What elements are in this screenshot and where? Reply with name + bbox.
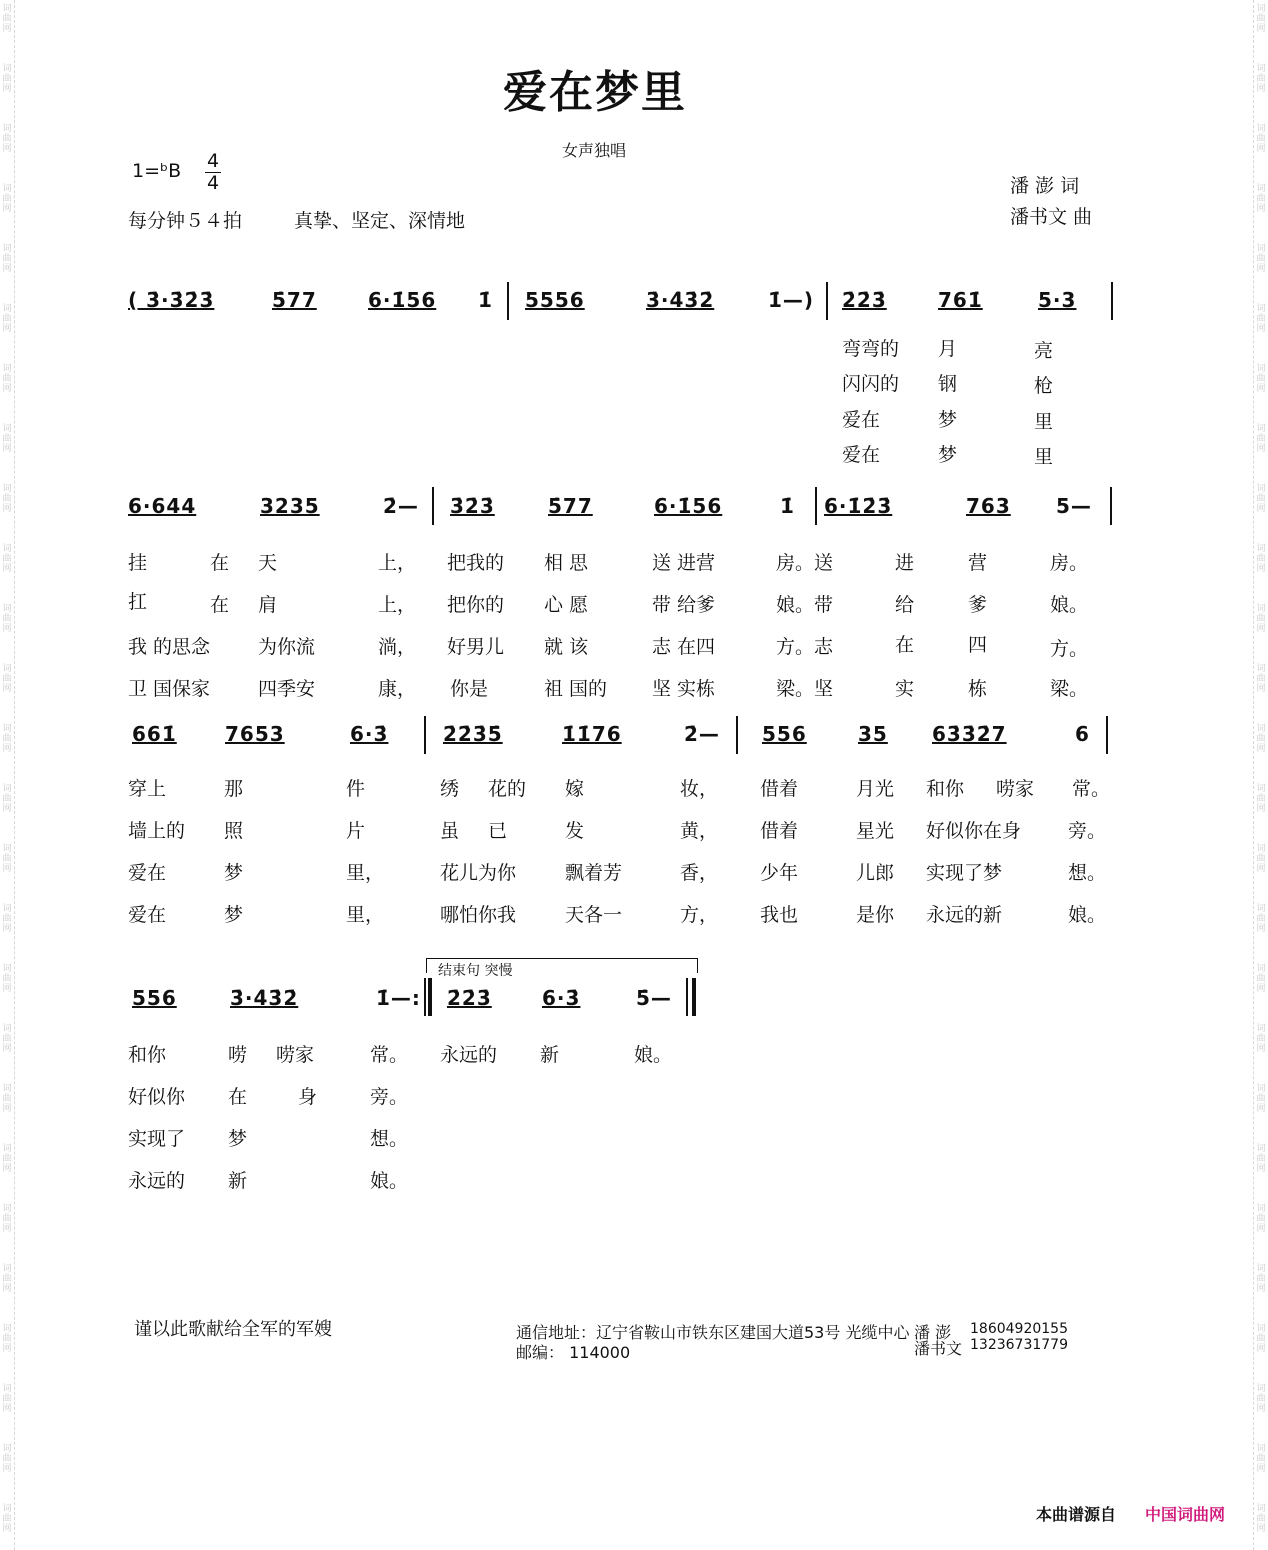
lyric-syllable: 旁。	[370, 1086, 409, 1108]
lyric-syllable: 相 思	[544, 552, 589, 574]
watermark-glyphs: 词 曲 网	[1256, 1504, 1266, 1534]
note-group: 1̇	[780, 494, 795, 518]
source-prefix: 本曲谱源自	[1036, 1505, 1117, 1524]
lyric-syllable: 营	[968, 552, 988, 574]
lyric-syllable: 淌，	[378, 636, 417, 658]
note-group: 6·1̇56	[654, 494, 723, 518]
lyric-syllable: 坚 实栋	[652, 678, 716, 700]
note-group: 1̇—)	[768, 288, 815, 312]
lyric-syllable: 房。	[1050, 552, 1089, 574]
lyric-syllable: 那	[224, 778, 244, 800]
lyric-syllable: 身	[298, 1086, 318, 1108]
note-group: 6·3̇	[350, 722, 389, 746]
lyric-syllable: 在	[895, 634, 915, 656]
watermark-glyphs: 词 曲 网	[2, 784, 12, 814]
lyric-syllable: 里，	[346, 862, 385, 884]
lyric-syllable: 想。	[1068, 862, 1107, 884]
source-site-link[interactable]: 中国词曲网	[1145, 1505, 1226, 1524]
note-group: 763	[966, 494, 1011, 518]
note-group: ( 3̇·3̇2̇3̇	[128, 288, 215, 312]
watermark-glyphs: 词 曲 网	[2, 904, 12, 934]
bar-line	[428, 978, 432, 1016]
lyric-syllable: 把我的	[447, 552, 505, 574]
lyric-syllable: 嫁	[565, 778, 585, 800]
contact-name-1: 潘 澎	[914, 1323, 952, 1342]
lyric-syllable: 唠家	[276, 1044, 315, 1066]
lyric-syllable: 卫 国保家	[128, 678, 211, 700]
watermark-glyphs: 词 曲 网	[2, 304, 12, 334]
contact-phone-2: 13236731779	[970, 1337, 1068, 1353]
ending-label: 结束句 突慢	[438, 963, 513, 979]
note-group: 2̇2̇3̇	[842, 288, 887, 312]
watermark-glyphs: 词 曲 网	[2, 484, 12, 514]
watermark-glyphs: 词 曲 网	[1256, 1144, 1266, 1174]
lyric-syllable: 四季安	[258, 678, 316, 700]
watermark-glyphs: 词 曲 网	[1256, 364, 1266, 394]
note-group: 6·1̇2̇3̇	[824, 494, 893, 518]
watermark-glyphs: 词 曲 网	[2, 184, 12, 214]
watermark-glyphs: 词 曲 网	[2, 1024, 12, 1054]
contact-phone-1: 18604920155	[970, 1321, 1068, 1337]
lyricist-credit: 潘 澎 词	[1010, 175, 1080, 197]
composer-credit: 潘书文 曲	[1010, 206, 1093, 228]
note-group: 6	[1075, 722, 1090, 746]
note-group: 3̇·4̇3̇2̇	[230, 986, 299, 1010]
lyric-syllable: 和你	[128, 1044, 167, 1066]
lyric-syllable: 爱在	[128, 862, 167, 884]
lyric-syllable: 里	[1034, 411, 1054, 433]
lyric-syllable: 实现了	[128, 1128, 186, 1150]
lyric-syllable: 已	[488, 820, 508, 842]
note-group: 761̇	[938, 288, 983, 312]
lyric-syllable: 梦	[938, 409, 958, 431]
lyric-syllable: 进	[895, 552, 915, 574]
watermark-glyphs: 词 曲 网	[2, 844, 12, 874]
lyric-syllable: 带 给爹	[652, 594, 716, 616]
lyric-syllable: 梦	[228, 1128, 248, 1150]
watermark-glyphs: 词 曲 网	[1256, 1324, 1266, 1354]
lyric-syllable: 梦	[938, 444, 958, 466]
lyric-syllable: 新	[228, 1170, 248, 1192]
watermark-glyphs: 词 曲 网	[2, 244, 12, 274]
lyric-syllable: 我 的思念	[128, 636, 211, 658]
bar-line	[1106, 716, 1108, 754]
watermark-glyphs: 词 曲 网	[2, 1384, 12, 1414]
dedication-note: 谨以此歌献给全军的军嫂	[134, 1319, 332, 1340]
lyric-syllable: 房。送	[776, 552, 834, 574]
lyric-syllable: 爹	[968, 594, 988, 616]
bar-line	[826, 282, 828, 320]
lyric-syllable: 天	[258, 552, 278, 574]
watermark-glyphs: 词 曲 网	[2, 1444, 12, 1474]
lyric-syllable: 在	[210, 594, 230, 616]
key-signature: 1=ᵇB	[132, 160, 182, 182]
note-group: 2̇2̇3̇5̇	[443, 722, 503, 746]
watermark-glyphs: 词 曲 网	[2, 64, 12, 94]
lyric-syllable: 新	[540, 1044, 560, 1066]
watermark-glyphs: 词 曲 网	[1256, 304, 1266, 334]
lyric-syllable: 花的	[488, 778, 527, 800]
lyric-syllable: 好似你在身	[926, 820, 1022, 842]
note-group: 1̇1̇76	[562, 722, 622, 746]
lyric-syllable: 花儿为你	[440, 862, 517, 884]
lyric-syllable: 少年	[760, 862, 799, 884]
note-group: 7653	[225, 722, 285, 746]
watermark-glyphs: 词 曲 网	[1256, 604, 1266, 634]
lyric-syllable: 儿郎	[856, 862, 895, 884]
lyric-syllable: 借着	[760, 820, 799, 842]
lyric-syllable: 爱在	[842, 444, 881, 466]
lyric-syllable: 里，	[346, 904, 385, 926]
lyric-syllable: 飘着芳	[565, 862, 623, 884]
bar-line	[507, 282, 509, 320]
note-group: 5556	[525, 288, 585, 312]
lyric-syllable: 爱在	[842, 409, 881, 431]
lyric-syllable: 我也	[760, 904, 799, 926]
watermark-glyphs: 词 曲 网	[1256, 844, 1266, 874]
watermark-glyphs: 词 曲 网	[1256, 244, 1266, 274]
watermark-glyphs: 词 曲 网	[2, 724, 12, 754]
lyric-syllable: 是你	[856, 904, 895, 926]
lyric-syllable: 梦	[224, 862, 244, 884]
lyric-syllable: 绣	[440, 778, 460, 800]
lyric-syllable: 星光	[856, 820, 895, 842]
lyric-syllable: 为你流	[258, 636, 316, 658]
watermark-glyphs: 词 曲 网	[2, 1084, 12, 1114]
bar-line	[1110, 487, 1112, 525]
lyric-syllable: 扛	[128, 591, 148, 613]
note-group: 6·1̇56	[368, 288, 437, 312]
note-group: 1̇	[478, 288, 493, 312]
watermark-glyphs: 词 曲 网	[1256, 1204, 1266, 1234]
note-group: 5̇77	[548, 494, 593, 518]
lyric-syllable: 墙上的	[128, 820, 186, 842]
lyric-syllable: 在	[228, 1086, 248, 1108]
note-group: 556	[132, 986, 177, 1010]
lyric-syllable: 亮	[1034, 340, 1054, 362]
lyric-syllable: 心 愿	[544, 594, 589, 616]
watermark-glyphs: 词 曲 网	[2, 364, 12, 394]
time-signature-top: 4	[206, 150, 220, 172]
left-watermark-strip	[0, 0, 15, 1550]
lyric-syllable: 娘。带	[776, 594, 834, 616]
lyric-syllable: 娘。	[1050, 594, 1089, 616]
lyric-syllable: 借着	[760, 778, 799, 800]
lyric-syllable: 爱在	[128, 904, 167, 926]
watermark-glyphs: 词 曲 网	[1256, 544, 1266, 574]
watermark-glyphs: 词 曲 网	[2, 1324, 12, 1354]
note-group: 5̇—	[636, 986, 672, 1010]
note-group: 5̇77	[272, 288, 317, 312]
lyric-syllable: 方。	[1050, 638, 1089, 660]
watermark-glyphs: 词 曲 网	[1256, 784, 1266, 814]
lyric-syllable: 祖 国的	[544, 678, 608, 700]
note-group: 5·3	[1038, 288, 1077, 312]
watermark-glyphs: 词 曲 网	[2, 424, 12, 454]
bar-line	[692, 978, 696, 1016]
lyric-syllable: 香，	[680, 862, 719, 884]
lyric-syllable: 想。	[370, 1128, 409, 1150]
lyric-syllable: 弯弯的	[842, 338, 900, 360]
watermark-glyphs: 词 曲 网	[2, 964, 12, 994]
lyric-syllable: 妆，	[680, 778, 719, 800]
lyric-syllable: 娘。	[370, 1170, 409, 1192]
lyric-syllable: 唠家	[996, 778, 1035, 800]
lyric-syllable: 方，	[680, 904, 719, 926]
lyric-syllable: 闪闪的	[842, 373, 900, 395]
note-group: 6·3̇	[542, 986, 581, 1010]
lyric-syllable: 永远的	[128, 1170, 186, 1192]
lyric-syllable: 照	[224, 820, 244, 842]
bar-line	[424, 978, 426, 1016]
note-group: 661̇	[132, 722, 177, 746]
lyric-syllable: 天各一	[565, 904, 623, 926]
tempo-marking: 每分钟５４拍	[128, 210, 243, 232]
watermark-glyphs: 词 曲 网	[2, 604, 12, 634]
note-group: 63̇3̇2̇7	[932, 722, 1007, 746]
lyric-syllable: 旁。	[1068, 820, 1107, 842]
note-group: 5—	[1056, 494, 1092, 518]
bar-line	[736, 716, 738, 754]
note-group: 3̇2̇3̇	[450, 494, 495, 518]
watermark-glyphs: 词 曲 网	[2, 4, 12, 34]
watermark-glyphs: 词 曲 网	[2, 1264, 12, 1294]
watermark-glyphs: 词 曲 网	[1256, 904, 1266, 934]
lyric-syllable: 实	[895, 678, 915, 700]
lyric-syllable: 挂	[128, 552, 148, 574]
lyric-syllable: 康，	[378, 678, 417, 700]
lyric-syllable: 梁。	[1050, 678, 1089, 700]
watermark-glyphs: 词 曲 网	[1256, 964, 1266, 994]
lyric-syllable: 栋	[968, 678, 988, 700]
lyric-syllable: 好男儿	[447, 636, 505, 658]
watermark-glyphs: 词 曲 网	[2, 1204, 12, 1234]
expression-marking: 真挚、坚定、深情地	[294, 210, 466, 232]
lyric-syllable: 永远的	[440, 1044, 498, 1066]
lyric-syllable: 永远的新	[926, 904, 1003, 926]
lyric-syllable: 娘。	[634, 1044, 673, 1066]
lyric-syllable: 和你	[926, 778, 965, 800]
watermark-glyphs: 词 曲 网	[1256, 1384, 1266, 1414]
note-group: 556	[762, 722, 807, 746]
lyric-syllable: 方。志	[776, 636, 834, 658]
lyric-syllable: 钢	[938, 373, 958, 395]
watermark-glyphs: 词 曲 网	[1256, 1084, 1266, 1114]
lyric-syllable: 梦	[224, 904, 244, 926]
lyric-syllable: 穿上	[128, 778, 167, 800]
bar-line	[686, 978, 688, 1016]
lyric-syllable: 四	[968, 634, 988, 656]
note-group: 3235	[260, 494, 320, 518]
lyric-syllable: 就 该	[544, 636, 589, 658]
lyric-syllable: 梁。坚	[776, 678, 834, 700]
watermark-glyphs: 词 曲 网	[2, 664, 12, 694]
mailing-address: 通信地址：辽宁省鞍山市铁东区建国大道53号 光缆中心	[516, 1323, 910, 1342]
lyric-syllable: 送 进营	[652, 552, 716, 574]
lyric-syllable: 唠	[228, 1044, 248, 1066]
bar-line	[1111, 282, 1113, 320]
lyric-syllable: 上，	[378, 552, 417, 574]
song-title: 爱在梦里	[503, 67, 687, 118]
watermark-glyphs: 词 曲 网	[1256, 424, 1266, 454]
watermark-glyphs: 词 曲 网	[1256, 124, 1266, 154]
watermark-glyphs: 词 曲 网	[2, 1504, 12, 1534]
lyric-syllable: 好似你	[128, 1086, 186, 1108]
lyric-syllable: 上，	[378, 594, 417, 616]
lyric-syllable: 月光	[856, 778, 895, 800]
watermark-glyphs: 词 曲 网	[1256, 1264, 1266, 1294]
time-signature-bottom: 4	[206, 172, 220, 194]
watermark-glyphs: 词 曲 网	[1256, 64, 1266, 94]
watermark-glyphs: 词 曲 网	[2, 544, 12, 574]
watermark-glyphs: 词 曲 网	[1256, 4, 1266, 34]
watermark-glyphs: 词 曲 网	[2, 124, 12, 154]
watermark-glyphs: 词 曲 网	[1256, 484, 1266, 514]
lyric-syllable: 虽	[440, 820, 460, 842]
note-group: 1̇—:	[376, 986, 421, 1010]
watermark-glyphs: 词 曲 网	[1256, 1024, 1266, 1054]
postal-code: 邮编： 114000	[516, 1343, 631, 1362]
lyric-syllable: 实现了梦	[926, 862, 1003, 884]
watermark-glyphs: 词 曲 网	[1256, 1444, 1266, 1474]
lyric-syllable: 枪	[1034, 375, 1054, 397]
lyric-syllable: 志 在四	[652, 636, 716, 658]
lyric-syllable: 片	[346, 820, 366, 842]
lyric-syllable: 月	[938, 338, 958, 360]
note-group: 2̇—	[684, 722, 720, 746]
bar-line	[815, 487, 817, 525]
lyric-syllable: 件	[346, 778, 366, 800]
note-group: 3̇·4̇3̇2̇	[646, 288, 715, 312]
note-group: 2̇—	[383, 494, 419, 518]
lyric-syllable: 在	[210, 552, 230, 574]
watermark-glyphs: 词 曲 网	[1256, 664, 1266, 694]
bar-line	[432, 487, 434, 525]
lyric-syllable: 你是	[450, 678, 489, 700]
watermark-glyphs: 词 曲 网	[1256, 724, 1266, 754]
lyric-syllable: 肩	[258, 594, 278, 616]
note-group: 35	[858, 722, 888, 746]
watermark-glyphs: 词 曲 网	[1256, 184, 1266, 214]
performance-type: 女声独唱	[562, 141, 627, 160]
lyric-syllable: 给	[895, 594, 915, 616]
watermark-glyphs: 词 曲 网	[2, 1144, 12, 1174]
contact-name-2: 潘书文	[914, 1339, 963, 1358]
lyric-syllable: 发	[565, 820, 585, 842]
bar-line	[424, 716, 426, 754]
right-watermark-strip	[1253, 0, 1268, 1550]
lyric-syllable: 黄，	[680, 820, 719, 842]
lyric-syllable: 哪怕你我	[440, 904, 517, 926]
lyric-syllable: 娘。	[1068, 904, 1107, 926]
lyric-syllable: 常。	[370, 1044, 409, 1066]
note-group: 6·644	[128, 494, 197, 518]
lyric-syllable: 把你的	[447, 594, 505, 616]
note-group: 2̇2̇3̇	[447, 986, 492, 1010]
lyric-syllable: 里	[1034, 446, 1054, 468]
lyric-syllable: 常。	[1072, 778, 1111, 800]
